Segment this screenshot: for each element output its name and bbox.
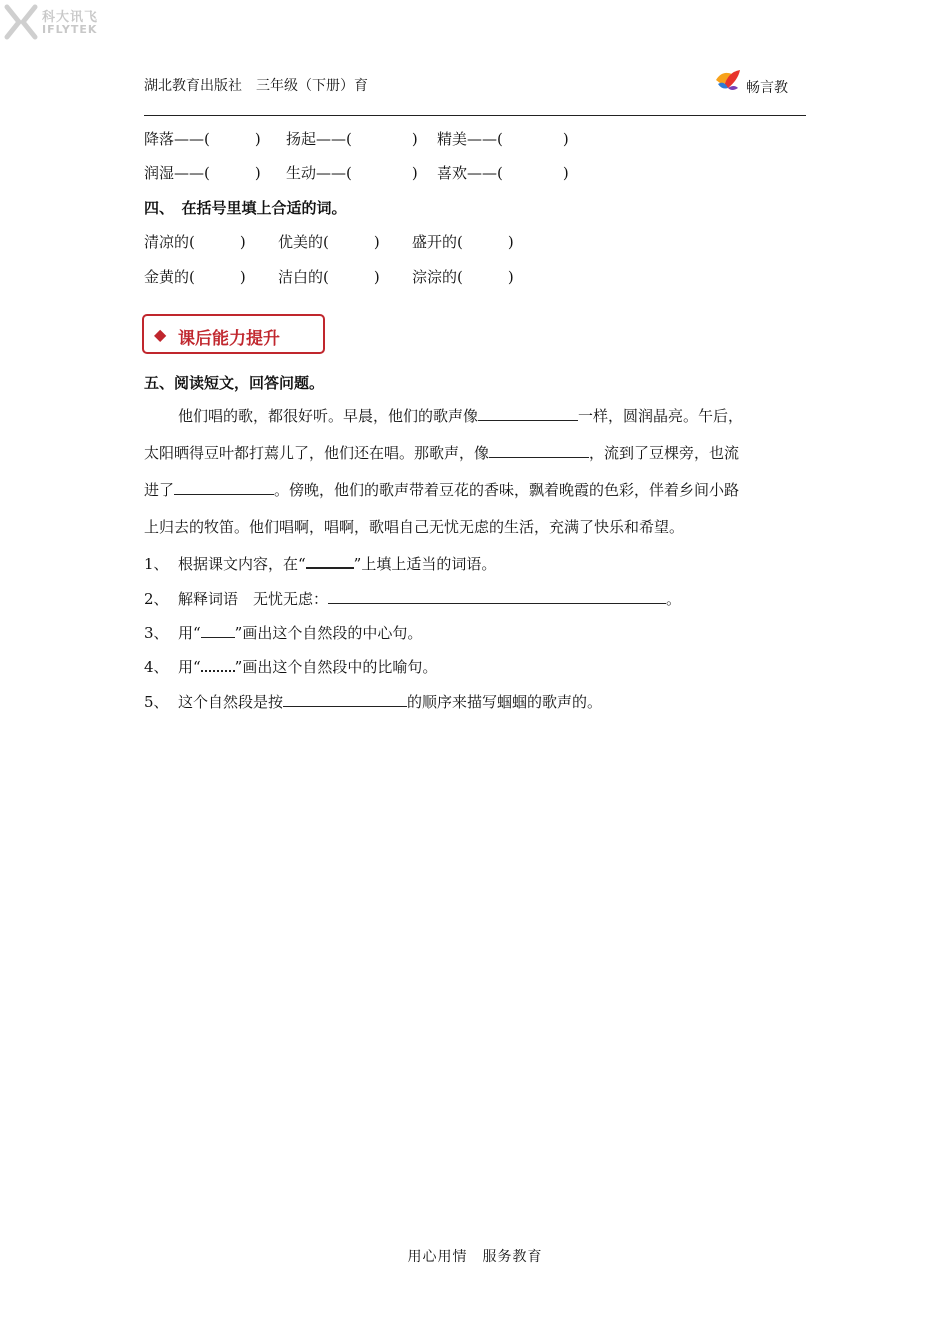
pair-item: 降落——( ) xyxy=(144,130,261,148)
passage-text: 。傍晚，他们的歌声带着豆花的香味，飘着晚霞的色彩，伴着乡间小路 xyxy=(274,481,740,499)
question-text-b: ”上填上适当的词语。 xyxy=(353,555,497,573)
banner-label: 课后能力提升 xyxy=(178,329,280,349)
question-1 xyxy=(144,553,744,575)
fill-item: 盛开的( ) xyxy=(412,233,514,251)
watermark-en: IFLYTEK xyxy=(42,23,98,36)
section-banner xyxy=(142,314,325,354)
question-text-a: 根据课文内容，在“ xyxy=(178,555,306,573)
answer-blank[interactable] xyxy=(283,692,407,707)
question-3 xyxy=(144,622,744,644)
sample-underline xyxy=(201,623,235,638)
fill-row-1 xyxy=(144,231,764,253)
question-4 xyxy=(144,656,744,678)
fill-item: 清凉的( ) xyxy=(144,233,246,251)
answer-blank[interactable] xyxy=(174,480,274,495)
passage-text: 太阳晒得豆叶都打蔫儿了，他们还在唱。那歌声，像 xyxy=(144,444,490,462)
sample-underline xyxy=(306,553,354,569)
fill-item: 优美的( ) xyxy=(278,233,380,251)
pair-item: 润湿——( ) xyxy=(144,164,261,182)
page-footer: 用心用情 服务教育 xyxy=(407,1249,543,1265)
passage-text: 一样，圆润晶亮。午后， xyxy=(578,407,744,425)
fill-item: 淙淙的( ) xyxy=(412,268,514,286)
pair-item: 生动——( ) xyxy=(286,164,418,182)
iflytek-logo-icon xyxy=(4,4,38,40)
pair-row-2 xyxy=(144,162,764,184)
question-2 xyxy=(144,588,744,610)
fill-item: 洁白的( ) xyxy=(278,268,380,286)
question-text xyxy=(178,656,437,678)
watermark-cn: 科大讯飞 xyxy=(42,10,99,25)
question-5 xyxy=(144,691,744,713)
passage-line-1 xyxy=(144,398,804,435)
sample-wavy-underline xyxy=(201,656,235,672)
question-text xyxy=(178,622,422,644)
pair-item: 精美——( ) xyxy=(437,130,569,148)
passage-text: ，流到了豆棵旁，也流 xyxy=(589,444,740,462)
passage-text: 他们唱的歌，都很好听。早晨，他们的歌声像 xyxy=(178,407,479,425)
question-text-b: ”画出这个自然段的中心句。 xyxy=(234,624,423,642)
passage-line-3 xyxy=(144,472,804,509)
pair-row-1 xyxy=(144,128,764,150)
iflytek-watermark xyxy=(4,2,124,42)
passage-text: 上归去的牧笛。他们唱啊，唱啊，歌唱自己无忧无虑的生活，充满了快乐和希望。 xyxy=(144,518,685,536)
section-5-heading: 五、阅读短文，回答问题。 xyxy=(144,374,325,392)
section-4-heading: 四、 在括号里填上合适的词。 xyxy=(144,199,347,217)
publisher-header: 湖北教育出版社 三年级（下册）育 xyxy=(144,78,368,94)
answer-blank[interactable] xyxy=(489,443,589,458)
passage-line-2 xyxy=(144,435,804,472)
question-text-b: 。 xyxy=(666,590,682,608)
pair-item: 喜欢——( ) xyxy=(437,164,569,182)
passage-text: 进了 xyxy=(144,481,175,499)
question-text xyxy=(178,588,681,610)
brand-name: 畅言教 xyxy=(746,80,788,96)
fill-row-2 xyxy=(144,266,764,288)
reading-passage xyxy=(144,398,804,546)
pair-item: 扬起——( ) xyxy=(286,130,418,148)
question-number: 1、 xyxy=(144,555,169,573)
question-text-b: ”画出这个自然段中的比喻句。 xyxy=(234,658,438,676)
question-number: 2、 xyxy=(144,590,169,608)
question-number: 5、 xyxy=(144,693,169,711)
question-number: 4、 xyxy=(144,658,169,676)
fill-item: 金黄的( ) xyxy=(144,268,246,286)
question-text-a: 解释词语 无忧无虑： xyxy=(178,590,329,608)
question-text-a: 用“ xyxy=(178,658,201,676)
question-text-a: 用“ xyxy=(178,624,201,642)
answer-blank[interactable] xyxy=(328,589,666,604)
diamond-icon: ◆ xyxy=(154,325,167,344)
question-text xyxy=(178,691,602,713)
answer-blank[interactable] xyxy=(478,406,578,421)
bird-logo-icon xyxy=(712,66,744,94)
question-text-a: 这个自然段是按 xyxy=(178,693,284,711)
question-text xyxy=(178,553,496,575)
passage-line-4 xyxy=(144,509,804,546)
question-number: 3、 xyxy=(144,624,169,642)
question-text-b: 的顺序来描写蝈蝈的歌声的。 xyxy=(407,693,603,711)
header-divider xyxy=(144,115,806,116)
